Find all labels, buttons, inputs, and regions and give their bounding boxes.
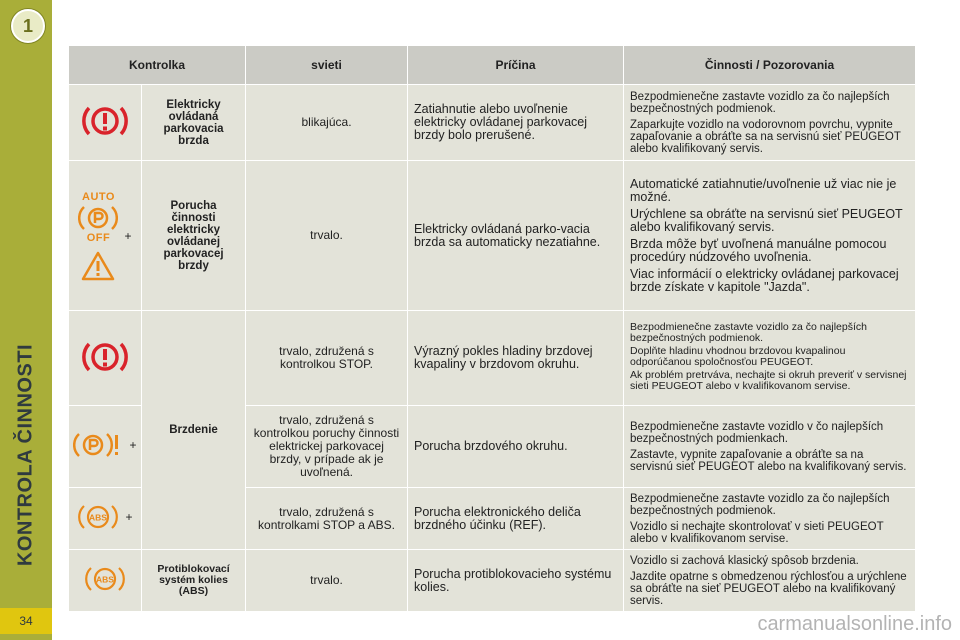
icon-stack	[77, 502, 132, 532]
row-actions	[624, 406, 916, 488]
parking-p-icon	[78, 203, 118, 233]
table-header-row	[69, 46, 916, 85]
row-name: Porucha činnosti elektricky ovládanej parkovacej brzdy	[142, 161, 246, 311]
row-state: trvalo, združená s kontrolkou poruchy činnosti elektrickej parkovacej brzdy, v prípade ak je uvoľnená.	[246, 406, 408, 488]
header-svieti: svieti	[246, 46, 408, 85]
chapter-number-badge: 1	[11, 9, 45, 43]
row-cause: Porucha brzdového okruhu.	[408, 406, 624, 488]
row-state: trvalo.	[246, 550, 408, 612]
svg-text:ABS: ABS	[89, 512, 108, 523]
action-text: Zaparkujte vozidlo na vodorovnom povrchu, vypnite zapaľovanie a obráťte sa na servisnú sieť PEUGEOT alebo kvalifikovaný servis.	[630, 118, 901, 155]
row-state: trvalo.	[246, 161, 408, 311]
plus-sign: +	[129, 437, 137, 452]
row-state: trvalo, združená s kontrolkami STOP a ABS.	[246, 488, 408, 550]
row-name-brzdenie: Brzdenie	[142, 311, 246, 550]
table-row	[69, 161, 916, 311]
park-brake-fault-icon	[73, 429, 123, 461]
action-text: Jazdite opatrne s obmedzenou rýchlosťou a urýchlene sa obráťte na sieť PEUGEOT alebo na kvalifikovaný servis.	[630, 570, 907, 607]
row-cause: Elektricky ovládaná parko-vacia brzda sa automaticky nezatiahne.	[408, 161, 624, 311]
icon-stack	[73, 429, 136, 461]
row-cause: Výrazný pokles hladiny brzdovej kvapaliny v brzdovom okruhu.	[408, 311, 624, 406]
row-icon-cell	[69, 550, 142, 612]
auto-park-off-icon	[78, 192, 118, 244]
auto-label: AUTO	[82, 190, 115, 203]
action-text: Doplňte hladinu vhodnou brzdovou kvapalinou odporúčanou spoločnosťou PEUGEOT.	[630, 345, 846, 368]
chapter-sidebar	[0, 0, 52, 640]
action-text: Vozidlo si zachová klasický spôsob brzdenia.	[630, 554, 859, 567]
header-cinnosti: Činnosti / Pozorovania	[624, 46, 916, 85]
row-actions	[624, 488, 916, 550]
icon-stack	[78, 192, 131, 282]
row-icon-cell	[69, 311, 142, 406]
header-pricina: Príčina	[408, 46, 624, 85]
table-row	[69, 311, 916, 406]
row-icon-cell	[69, 406, 142, 488]
abs-icon	[77, 502, 119, 532]
row-icon-cell	[69, 161, 142, 311]
row-icon-cell	[69, 488, 142, 550]
header-kontrolka: Kontrolka	[69, 46, 246, 85]
action-text: Urýchlene sa obráťte na servisnú sieť PEUGEOT alebo kvalifikovaný servis.	[630, 206, 903, 234]
brake-warning-icon	[82, 102, 128, 140]
table-row	[69, 550, 916, 612]
row-actions	[624, 550, 916, 612]
action-text: Bezpodmienečne zastavte vozidlo za čo najlepších bezpečnostných podmienok.	[630, 321, 867, 344]
row-state: blikajúca.	[246, 85, 408, 161]
plus-sign: +	[124, 229, 132, 243]
svg-text:ABS: ABS	[96, 574, 114, 585]
page-number: 34	[0, 608, 52, 634]
action-text: Bezpodmienečne zastavte vozidlo v čo najlepších bezpečnostných podmienkach.	[630, 420, 884, 445]
row-cause: Porucha protiblokovacieho systému kolies.	[408, 550, 624, 612]
table-row	[69, 85, 916, 161]
warning-lights-table	[68, 45, 916, 612]
warning-triangle-icon	[80, 250, 116, 282]
action-text: Bezpodmienečne zastavte vozidlo za čo najlepších bezpečnostných podmienok.	[630, 90, 890, 115]
action-text: Bezpodmienečne zastavte vozidlo za čo najlepších bezpečnostných podmienok.	[630, 492, 890, 517]
row-name: Protiblokovací systém kolies (ABS)	[142, 550, 246, 612]
plus-sign: +	[125, 509, 133, 524]
action-text: Brzda môže byť uvoľnená manuálne pomocou procedúry núdzového uvoľnenia.	[630, 236, 887, 264]
action-text: Zastavte, vypnite zapaľovanie a obráťte sa na servisnú sieť PEUGEOT alebo na kvalifikovaný servis.	[630, 448, 907, 473]
brake-warning-icon	[82, 338, 128, 376]
watermark-text: carmanualsonline.info	[757, 613, 952, 635]
icon-column	[78, 192, 118, 282]
row-actions	[624, 161, 916, 311]
action-text: Viac informácií o elektricky ovládanej parkovacej brzde získate v kapitole "Jazda".	[630, 266, 899, 294]
row-cause: Porucha elektronického deliča brzdného účinku (REF).	[408, 488, 624, 550]
row-actions	[624, 311, 916, 406]
off-label: OFF	[86, 231, 111, 244]
action-text: Ak problém pretrváva, nechajte si okruh preveriť v servisnej sieti PEUGEOT alebo v kvalifikovanom servise.	[630, 369, 907, 392]
action-text: Automatické zatiahnutie/uvoľnenie už viac nie je možné.	[630, 176, 897, 204]
chapter-vertical-title: KONTROLA ČINNOSTI	[14, 343, 37, 567]
row-icon-cell	[69, 85, 142, 161]
row-name: Elektricky ovládaná parkovacia brzda	[142, 85, 246, 161]
row-actions	[624, 85, 916, 161]
row-state: trvalo, združená s kontrolkou STOP.	[246, 311, 408, 406]
row-cause: Zatiahnutie alebo uvoľnenie elektricky ovládanej parkovacej brzdy bolo prerušené.	[408, 85, 624, 161]
action-text: Vozidlo si nechajte skontrolovať v sieti PEUGEOT alebo v kvalifikovanom servise.	[630, 520, 884, 545]
abs-icon	[84, 564, 126, 594]
